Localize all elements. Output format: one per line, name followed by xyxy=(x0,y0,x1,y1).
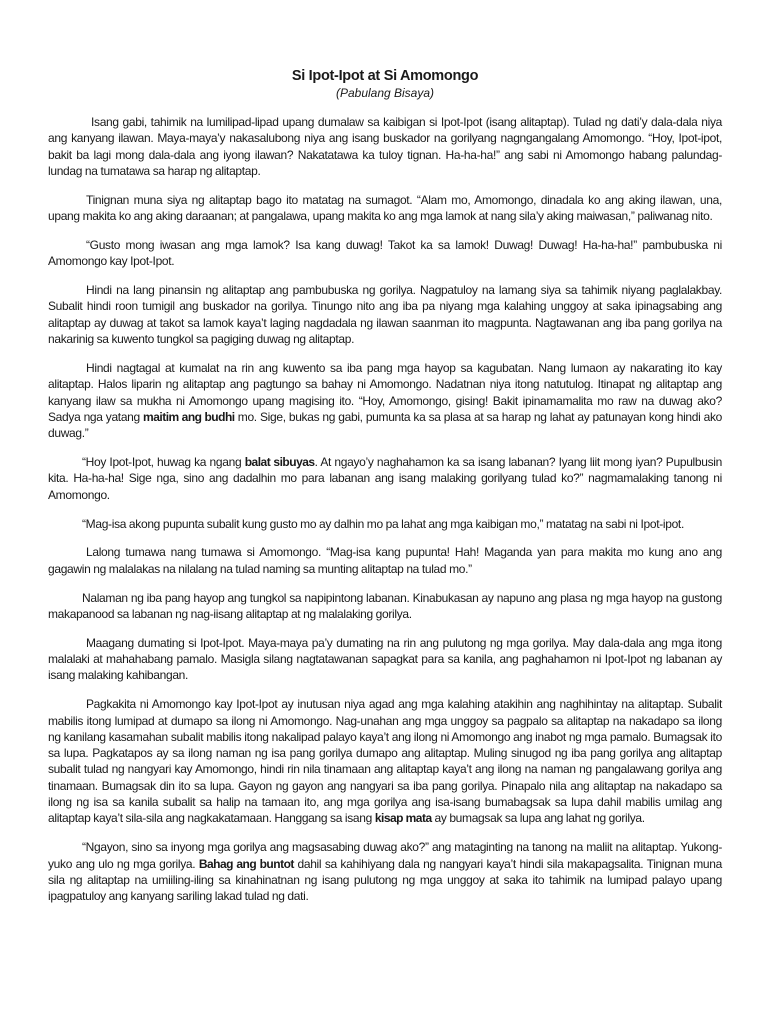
paragraph-2: Tinignan muna siya ng alitaptap bago ito matatag na sumagot. “Alam mo, Amomongo, dinadala ko ang aking ilawan, una, upang makita ko ang aking daraanan; at pangalawa, upang makita ko ang mga lamok at nang sila’y aking maiwasan,” paliwanag nito. xyxy=(48,192,722,224)
paragraph-5 xyxy=(48,360,722,441)
paragraph-6 xyxy=(48,454,722,503)
paragraph-5-text-a: Hindi nagtagal at kumalat na rin ang kuwento sa iba pang mga hayop sa kagubatan. Nang lumaon ay nakarating ito kay alitaptap. Halos liparin ng alitaptap ang pagtungo sa bahay ni Amomongo. Nadatnan niya itong natutulog. Itinapat ng alitaptap ang kanyang ilaw sa mukha ni Amomongo upang magising ito. “Hoy, Amomongo, gising! Bakit ipinamamalita mo raw na duwag ako? Sadya nga yatang xyxy=(48,360,722,424)
paragraph-1: Isang gabi, tahimik na lumilipad-lipad upang dumalaw sa kaibigan si Ipot-Ipot (isang alitaptap). Tulad ng dati’y dala-dala niya ang kanyang ilawan. Maya-maya’y nakasalubong niya ang isang buskador na gorilyang nagngangalang Amomongo. “Hoy, Ipot-ipot, bakit ba lagi mong dala-dala ang iyong ilawan? Nakatatawa ka tuloy tignan. Ha-ha-ha!” ang sabi ni Amomongo habang palundag-lundag na tumatawa sa harap ng alitaptap. xyxy=(48,115,722,178)
paragraph-12-text-a: “Ngayon, sino sa inyong mga gorilya ang magsasabing duwag ako?” ang mataginting na tanong na maliit na alitaptap. Yukong-yuko ang ulo ng mga gorilya. xyxy=(48,840,722,871)
paragraph-11 xyxy=(48,696,722,826)
paragraph-11-text-a: Pagkakita ni Amomongo kay Ipot-Ipot ay inutusan niya agad ang mga kalahing atakihin ang naghihintay na alitaptap. Subalit mabilis itong lumipad at dumapo sa ilong ni Amomongo. Nag-unahan ang mga unggoy sa pagpalo sa alitaptap na nakadapo sa ilong ng kanilang kasamahan subalit mabilis itong nakalipad palayo kaya’t ang ilong ni Amomongo ang inabot ng mga pamalo. Bumagsak ito sa lupa. Pagkatapos ay sa ilong naman ng isa pang gorilya dumapo ang alitaptap. Muling sinugod ng iba pang gorilya ang alitaptap subalit tulad ng nangyari kay Amomongo, hindi rin nila tinamaan ang alitaptap kaya’t ang ilong na naman ng pangalawang gorilya ang tinamaan. Bumagsak din ito sa lupa. Gayon ng gayon ang nangyari sa iba pang gorilya. Pinapalo nila ang alitaptap na nakadapo sa ilong ng isa sa kanila subalit sa halip na tamaan ito, ang mga gorilya ang isa-isang bumabagsak sa lupa dahil mabilis umilag ang alitaptap kaya’t sila-sila ang nagkakatamaan. Hanggang sa isang xyxy=(48,697,722,826)
document-subtitle: (Pabulang Bisaya) xyxy=(335,86,435,100)
paragraph-12-text-c: dahil sa kahihiyang dala ng nangyari kaya’t hindi sila makapagsalita. Tinignan muna sila ng alitaptap na umiiling-iling sa kinahinatnan ng isang pulutong ng mga unggoy at saka ito tahimik na lumipad palayo upang ipagpatuloy ang kanyang sariling lakad tulad ng dati. xyxy=(48,856,722,904)
paragraph-6-text-c: . At ngayo’y naghahamon ka sa isang labanan? Iyang liit mong iyan? Pupulbusin kita. Ha-ha-ha! Sige nga, sino ang dadalhin mo para labanan ang isang malaking gorilyang tulad ko?” nagmamalaking tanong ni Amomongo. xyxy=(48,455,722,502)
document-title: Si Ipot-Ipot at Si Amomongo xyxy=(291,68,479,84)
paragraph-9: Nalaman ng iba pang hayop ang tungkol sa napipintong labanan. Kinabukasan ay napuno ang plasa ng mga hayop na gustong makapanood sa labanan ng nag-iisang alitaptap at ng malalaking gorilya. xyxy=(48,590,722,621)
paragraph-4: Hindi na lang pinansin ng alitaptap ang pambubuska ng gorilya. Nagpatuloy na lamang siya sa tahimik niyang paglalakbay. Subalit hindi roon tumigil ang buskador na gorilya. Tinungo nito ang iba pa niyang mga kalahing unggoy at saka ipinagsabing ang alitaptap ay duwag at takot sa lamok kaya’t laging nagdadala ng ilawan saanman ito magpunta. Nagtawanan ang iba pang gorilya na nakarinig sa kuwento tungkol sa pagiging duwag ng alitaptap. xyxy=(48,283,722,347)
paragraph-5-text-c: mo. Sige, bukas ng gabi, pumunta ka sa plasa at sa harap ng lahat ay patunayan kong hindi ako duwag.” xyxy=(48,409,722,441)
paragraph-11-text-c: ay bumagsak sa lupa ang lahat ng gorilya. xyxy=(431,811,645,826)
highlight-maitim-ang-budhi: maitim ang budhi xyxy=(143,409,235,424)
paragraph-10: Maagang dumating si Ipot-Ipot. Maya-maya pa’y dumating na rin ang pulutong ng mga gorilya. May dala-dala ang mga itong malalaki at mahahabang pamalo. Masigla silang nagtatawanan sapagkat para sa kanila, ang paghahamon ni Ipot-Ipot ng labanan ay isang malaking kahibangan. xyxy=(48,635,722,683)
highlight-kisap-mata: kisap mata xyxy=(374,811,432,826)
paragraph-7: “Mag-isa akong pupunta subalit kung gusto mo ay dalhin mo pa lahat ang mga kaibigan mo,” matatag na sabi ni Ipot-ipot. xyxy=(82,516,684,531)
highlight-balat-sibuyas: balat sibuyas xyxy=(244,455,315,470)
paragraph-6-text-a: “Hoy Ipot-Ipot, huwag ka ngang xyxy=(82,455,245,470)
highlight-bahag-ang-buntot: Bahag ang buntot xyxy=(198,856,294,871)
paragraph-12 xyxy=(48,839,722,904)
paragraph-3: “Gusto mong iwasan ang mga lamok? Isa kang duwag! Takot ka sa lamok! Duwag! Duwag! Ha-ha-ha!” pambubuska ni Amomongo kay Ipot-Ipot. xyxy=(48,237,722,269)
paragraph-8: Lalong tumawa nang tumawa si Amomongo. “Mag-isa kang pupunta! Hah! Maganda yan para makita mo kung ano ang gagawin ng malalakas na nilalang na tulad naming sa munting alitaptap na tulad mo.” xyxy=(48,545,722,576)
